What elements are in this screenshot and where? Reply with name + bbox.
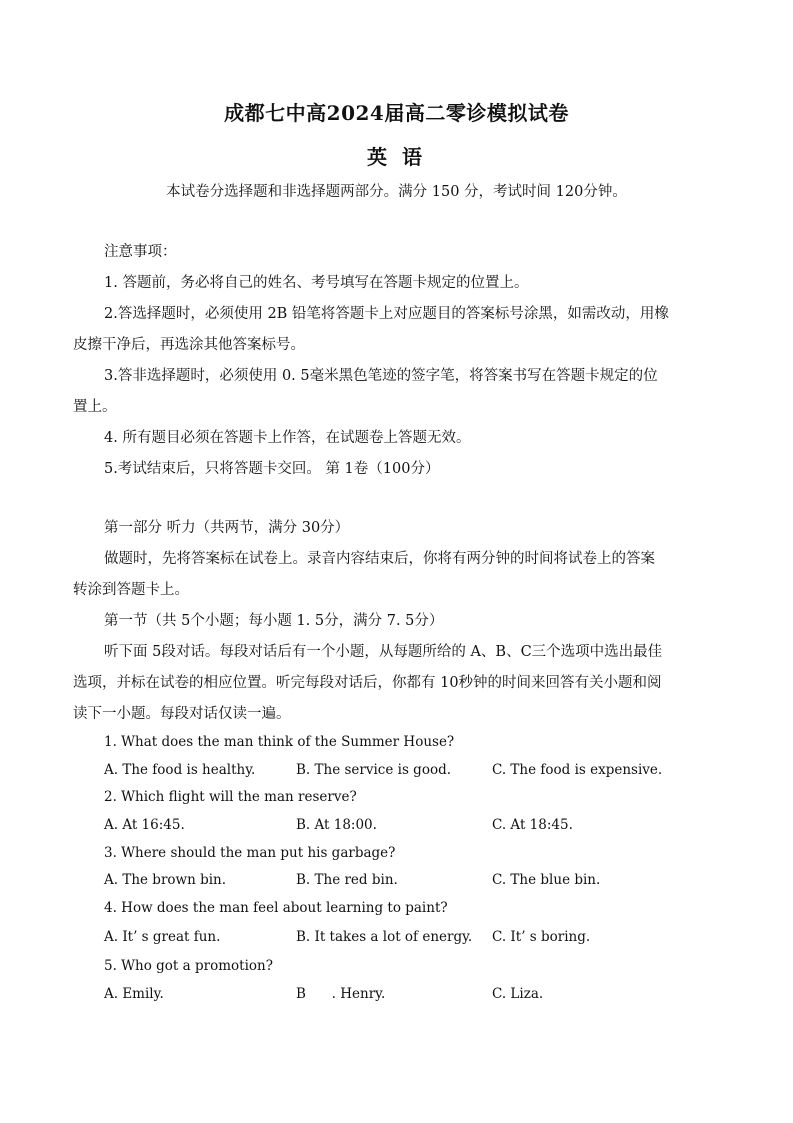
question-2-option-a: A. At 16:45. (104, 817, 185, 833)
note-5: 5.考试结束后，只将答题卡交回。 第 1卷（100分） (104, 461, 440, 477)
note-3-line-2: 置上。 (73, 399, 117, 415)
exam-intro: 本试卷分选择题和非选择题两部分。满分 150 分，考试时间 120分钟。 (166, 184, 627, 200)
question-1: 1. What does the man think of the Summer House? (104, 734, 455, 750)
question-5-option-b: B . Henry. (296, 986, 386, 1002)
note-1: 1. 答题前，务必将自己的姓名、考号填写在答题卡规定的位置上。 (104, 275, 529, 291)
subject-title: 英 语 (367, 145, 426, 169)
section1-heading: 第一节（共 5个小题；每小题 1. 5分，满分 7. 5分） (104, 613, 444, 629)
question-3-option-b: B. The red bin. (296, 872, 398, 888)
question-5: 5. Who got a promotion? (104, 958, 273, 974)
note-4: 4. 所有题目必须在答题卡上作答，在试题卷上答题无效。 (104, 430, 471, 446)
question-5-option-c: C. Liza. (492, 986, 544, 1002)
notes-heading: 注意事项： (104, 244, 177, 260)
exam-title: 成都七中高2024届高二零诊模拟试卷 (224, 101, 569, 125)
question-3-option-a: A. The brown bin. (104, 872, 227, 888)
question-2: 2. Which flight will the man reserve? (104, 789, 357, 805)
question-5-option-a: A. Emily. (104, 986, 164, 1002)
question-4: 4. How does the man feel about learning to paint? (104, 900, 448, 916)
question-4-option-c: C. It’ s boring. (492, 929, 591, 945)
question-4-option-a: A. It’ s great fun. (104, 929, 221, 945)
question-1-option-a: A. The food is healthy. (104, 762, 256, 778)
question-2-option-b: B. At 18:00. (296, 817, 377, 833)
note-3-line-1: 3.答非选择题时，必须使用 0. 5毫米黑色笔迹的签字笔，将答案书写在答题卡规定的位 (104, 368, 658, 384)
section1-instruction-line-1: 听下面 5段对话。每段对话后有一个小题，从每题所给的 A、B、C三个选项中选出最佳 (104, 644, 663, 660)
question-2-option-c: C. At 18:45. (492, 817, 573, 833)
question-1-option-c: C. The food is expensive. (492, 762, 663, 778)
question-4-option-b: B. It takes a lot of energy. (296, 929, 473, 945)
section1-instruction-line-2: 选项，并标在试卷的相应位置。听完每段对话后，你都有 10秒钟的时间来回答有关小题和阅 (73, 675, 662, 691)
section1-instruction-line-3: 读下一小题。每段对话仅读一遍。 (73, 706, 291, 722)
part1-instruction-line-2: 转涂到答题卡上。 (73, 582, 189, 598)
note-2-line-1: 2.答选择题时，必须使用 2B 铅笔将答题卡上对应题目的答案标号涂黑，如需改动，用橡 (104, 306, 669, 322)
part1-heading: 第一部分 听力（共两节，满分 30分） (104, 520, 350, 536)
question-1-option-b: B. The service is good. (296, 762, 452, 778)
question-3-option-c: C. The blue bin. (492, 872, 601, 888)
part1-instruction-line-1: 做题时，先将答案标在试卷上。录音内容结束后，你将有两分钟的时间将试卷上的答案 (104, 551, 655, 567)
question-3: 3. Where should the man put his garbage? (104, 845, 396, 861)
note-2-line-2: 皮擦干净后，再选涂其他答案标号。 (73, 337, 305, 353)
